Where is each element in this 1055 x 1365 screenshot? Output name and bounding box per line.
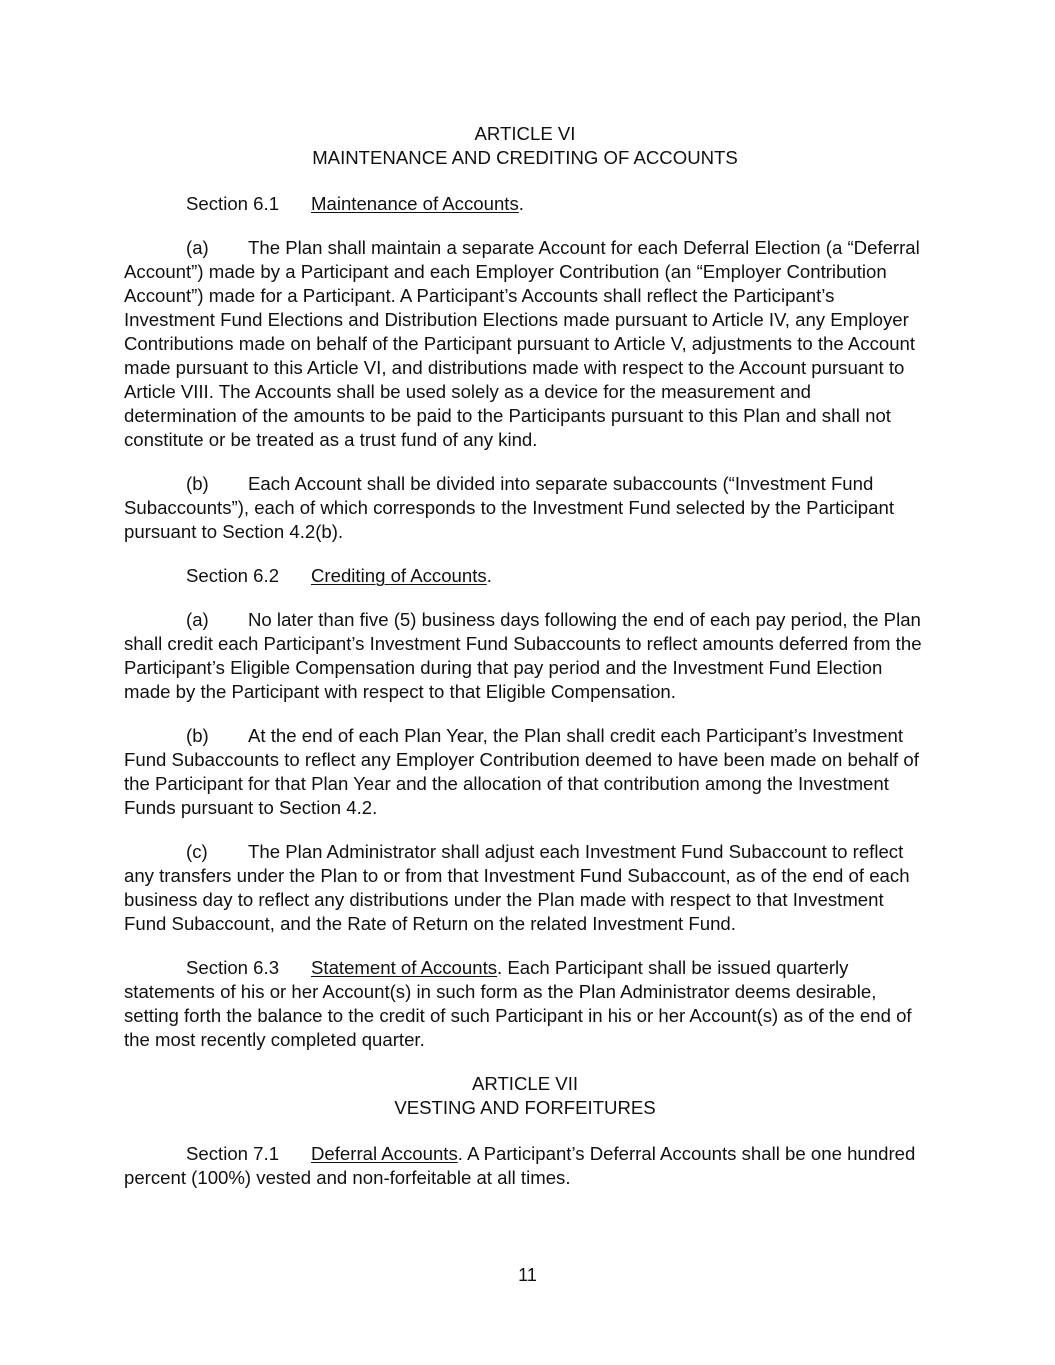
section-title: Statement of Accounts [311, 957, 498, 978]
article-vii-heading [124, 1072, 926, 1120]
article-subtitle: VESTING AND FORFEITURES [394, 1097, 656, 1118]
article-vi-heading [124, 122, 926, 170]
item-text: Each Account shall be divided into separate subaccounts (“Investment Fund Subaccounts”), each of which corresponds to the Investment Fund selected by the Participant pursuant to Section 4.2(b). [124, 473, 894, 542]
item-text: The Plan shall maintain a separate Account for each Deferral Election (a “Deferral Account”) made by a Participant and each Employer Contribution (an “Employer Contribution Account”) made for a Participant. A Participant’s Accounts shall reflect the Participant’s Investment Fund Elections and Distribution Elections made pursuant to Article IV, any Employer Contributions made on behalf of the Participant pursuant to Article V, adjustments to the Account made pursuant to this Article VI, and distributions made with respect to the Account pursuant to Article VIII. The Accounts shall be used solely as a device for the measurement and determination of the amounts to be paid to the Participants pursuant to this Plan and shall not constitute or be treated as a trust fund of any kind. [124, 237, 920, 450]
section-title: Crediting of Accounts [311, 565, 487, 586]
section-6-1-b [124, 472, 926, 544]
article-subtitle: MAINTENANCE AND CREDITING OF ACCOUNTS [312, 147, 738, 168]
section-7-1 [124, 1142, 926, 1190]
section-title: Deferral Accounts [311, 1143, 458, 1164]
section-6-2-a [124, 608, 926, 704]
section-6-3 [124, 956, 926, 1052]
section-title-period: . [486, 565, 492, 586]
page-number: 11 [518, 1265, 537, 1285]
section-number: Section 7.1 [186, 1143, 280, 1164]
section-text: . Each Participant shall be issued quarterly statements of his or her Account(s) in such form as the Plan Administrator deems desirable, setting forth the balance to the credit of such Participant in his or her Account(s) as of the end of the most recently completed quarter. [124, 957, 912, 1050]
item-label: (b) [186, 473, 209, 494]
article-title: ARTICLE VI [474, 123, 576, 144]
section-6-2-c [124, 840, 926, 936]
item-label: (a) [186, 609, 209, 630]
section-title-period: . [518, 193, 524, 214]
section-6-1-a [124, 236, 926, 452]
section-number: Section 6.3 [186, 957, 280, 978]
item-text: No later than five (5) business days following the end of each pay period, the Plan shall credit each Participant’s Investment Fund Subaccounts to reflect amounts deferred from the Participant’s Eligible Compensation during that pay period and the Investment Fund Election made by the Participant with respect to that Eligible Compensation. [124, 609, 922, 702]
section-text: . A Participant’s Deferral Accounts shall be one hundred percent (100%) vested and non-forfeitable at all times. [124, 1143, 916, 1188]
section-title: Maintenance of Accounts [311, 193, 519, 214]
document-page [124, 122, 926, 1190]
article-title: ARTICLE VII [471, 1073, 579, 1094]
item-text: At the end of each Plan Year, the Plan shall credit each Participant’s Investment Fund Subaccounts to reflect any Employer Contribution deemed to have been made on behalf of the Participant for that Plan Year and the allocation of that contribution among the Investment Funds pursuant to Section 4.2. [124, 725, 919, 818]
item-label: (a) [186, 237, 209, 258]
section-6-2-heading [124, 564, 926, 588]
section-6-1-heading [124, 192, 926, 216]
section-number: Section 6.2 [186, 565, 280, 586]
section-6-2-b [124, 724, 926, 820]
item-label: (c) [186, 841, 208, 862]
section-number: Section 6.1 [186, 193, 280, 214]
item-label: (b) [186, 725, 209, 746]
item-text: The Plan Administrator shall adjust each Investment Fund Subaccount to reflect any transfers under the Plan to or from that Investment Fund Subaccount, as of the end of each business day to reflect any distributions under the Plan made with respect to that Investment Fund Subaccount, and the Rate of Return on the related Investment Fund. [124, 841, 910, 934]
